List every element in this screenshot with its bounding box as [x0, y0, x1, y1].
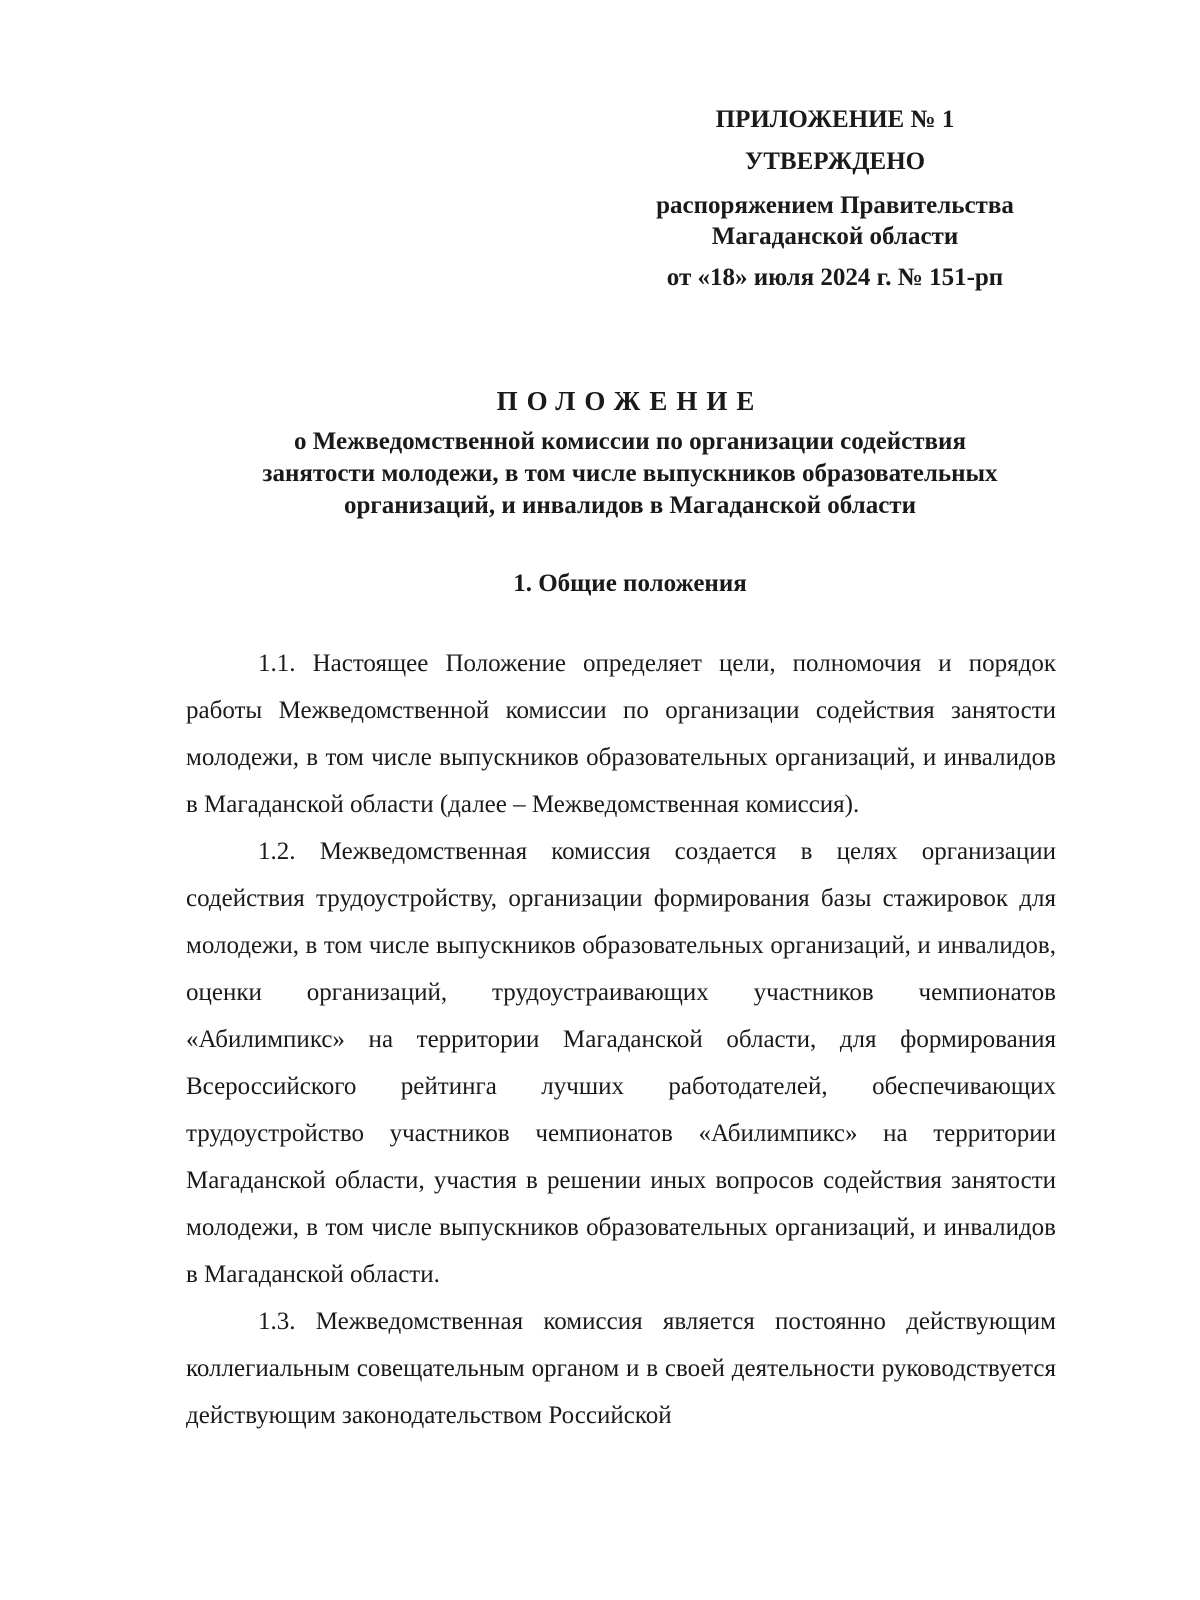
- appendix-number: ПРИЛОЖЕНИЕ № 1: [715, 106, 955, 133]
- approval-block: [600, 104, 1070, 293]
- subtitle-line: о Межведомственной комиссии по организации содействия: [294, 428, 966, 455]
- order-authority-line2: Магаданской области: [711, 223, 959, 250]
- subtitle-line: занятости молодежи, в том числе выпускников образовательных: [262, 460, 998, 487]
- document-subtitle: [170, 426, 1090, 522]
- paragraph-1-2: 1.2. Межведомственная комиссия создается в целях организации содействия трудоустройству, организации формирования базы стажировок для молодежи, в том числе выпускников образовательных организаций, и инвалидов, оценки организаций, трудоустраивающих участников чемпионатов «Абилимпикс» на территории Магаданской области, для формирования Всероссийского рейтинга лучших работодателей, обеспечивающих трудоустройство участников чемпионатов «Абилимпикс» на территории Магаданской области, участия в решении иных вопросов содействия занятости молодежи, в том числе выпускников образовательных организаций, и инвалидов в Магаданской области.: [186, 838, 1056, 1288]
- order-authority-line1: распоряжением Правительства: [656, 192, 1014, 219]
- paragraph-1-3: 1.3. Межведомственная комиссия является постоянно действующим коллегиальным совещательным органом и в своей деятельности руководствуется действующим законодательством Российской: [186, 1308, 1056, 1429]
- approved-stamp-text: УТВЕРЖДЕНО: [744, 148, 926, 175]
- subtitle-line: организаций, и инвалидов в Магаданской области: [344, 492, 916, 519]
- section-heading: 1. Общие положения: [513, 570, 747, 597]
- order-date: от «18» июля 2024 г. № 151-рп: [666, 264, 1004, 291]
- section-body: [186, 640, 1056, 1439]
- paragraph-1-1: 1.1. Настоящее Положение определяет цели, полномочия и порядок работы Межведомственной комиссии по организации содействия занятости молодежи, в том числе выпускников образовательных организаций, и инвалидов в Магаданской области (далее – Межведомственная комиссия).: [186, 650, 1056, 818]
- document-title: ПОЛОЖЕНИЕ: [496, 386, 764, 416]
